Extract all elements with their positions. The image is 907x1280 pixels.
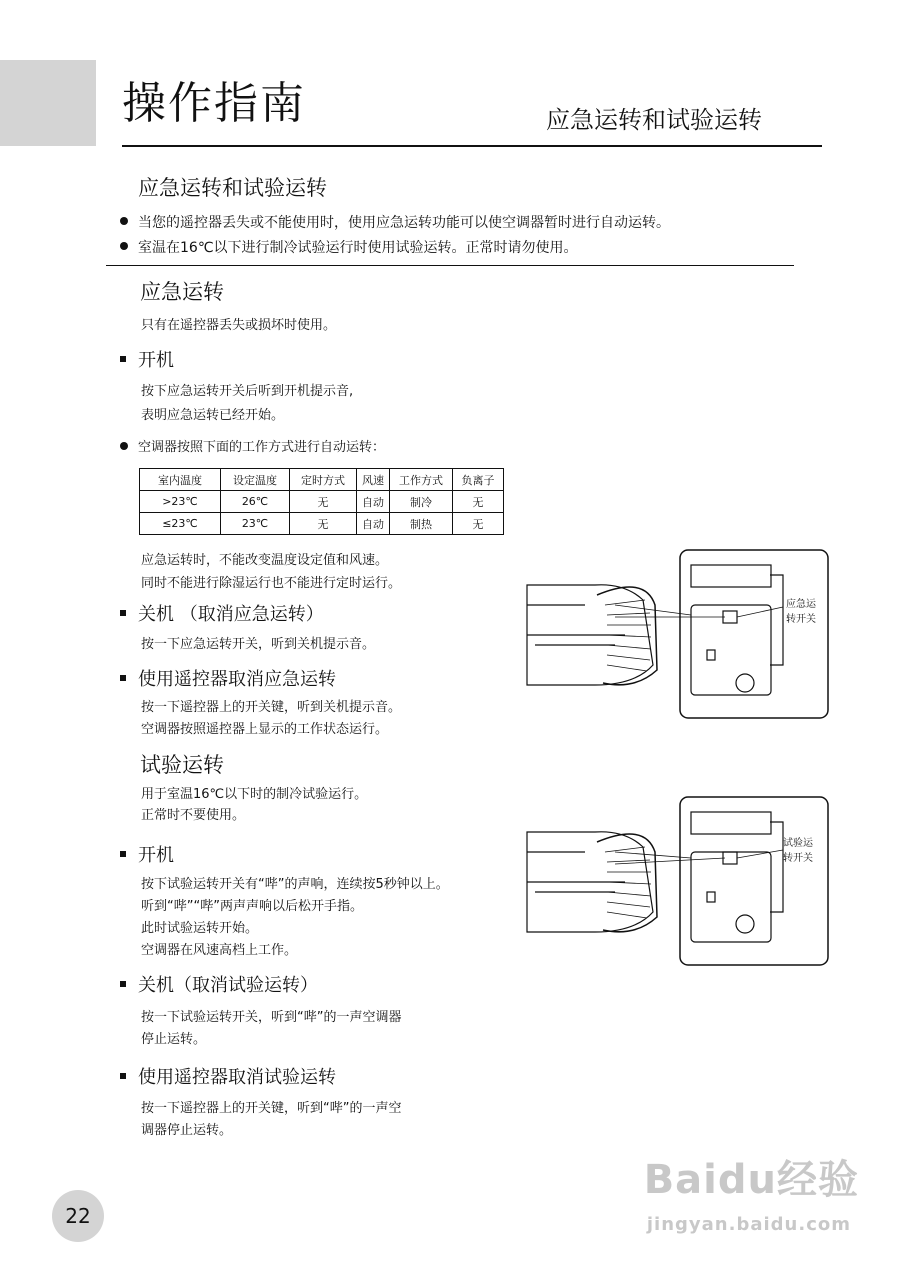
test-switch-label-line-2: 转开关	[783, 853, 813, 864]
square-bullet-icon	[120, 356, 126, 362]
intro-bullet-1-text: 当您的遥控器丢失或不能使用时，使用应急运转功能可以使空调器暂时进行自动运转。	[138, 215, 670, 231]
table-header-cell: 风速	[357, 469, 390, 491]
table-header-cell: 负离子	[453, 469, 504, 491]
header-tab-block	[0, 60, 96, 146]
test-switch-illustration	[525, 792, 835, 967]
bullet-icon	[120, 242, 128, 250]
emergency-on-line-1: 按下应急运转开关后听到开机提示音,	[141, 384, 354, 399]
intro-bullet-1	[120, 212, 670, 234]
table-cell: 自动	[357, 491, 390, 513]
table-cell: 制冷	[390, 491, 453, 513]
auto-operation-table	[139, 468, 504, 535]
baidu-watermark: Baidu经验	[643, 1157, 859, 1203]
test-on-line-3: 此时试验运转开始。	[141, 921, 259, 936]
table-row	[140, 513, 504, 535]
emergency-off-line: 按一下应急运转开关，听到关机提示音。	[141, 637, 376, 652]
table-cell: 26℃	[221, 491, 290, 513]
test-on-line-1: 按下试验运转开关有“哔”的声响，连续按5秒钟以上。	[141, 877, 449, 892]
emergency-note-2: 同时不能进行除湿运行也不能进行定时运行。	[141, 576, 402, 591]
test-on-line-2: 听到“哔”“哔”两声声响以后松开手指。	[141, 899, 363, 914]
table-row	[140, 491, 504, 513]
test-on-title	[120, 847, 174, 865]
emergency-switch-label-line-1: 应急运	[786, 599, 816, 610]
table-cell: 制热	[390, 513, 453, 535]
table-cell: 无	[453, 491, 504, 513]
table-header-cell: 设定温度	[221, 469, 290, 491]
test-switch-label	[783, 836, 813, 866]
table-cell: 无	[290, 491, 357, 513]
baidu-watermark-url: jingyan.baidu.com	[646, 1214, 851, 1235]
test-desc-1: 用于室温16℃以下时的制冷试验运行。	[141, 787, 368, 802]
emergency-heading: 应急运转	[140, 280, 224, 304]
emergency-on-line-2: 表明应急运转已经开始。	[141, 408, 285, 423]
auto-note	[120, 437, 385, 459]
test-switch-label-line-1: 试验运	[783, 838, 813, 849]
square-bullet-icon	[120, 675, 126, 681]
test-off-title	[120, 977, 318, 995]
emergency-remote-title	[120, 671, 336, 689]
table-cell: ≤23℃	[140, 513, 221, 535]
intro-divider	[106, 265, 794, 266]
test-on-title-text: 开机	[138, 845, 174, 866]
test-remote-line-1: 按一下遥控器上的开关键，听到“哔”的一声空	[141, 1101, 402, 1116]
bullet-icon	[120, 217, 128, 225]
page-title: 操作指南	[122, 78, 306, 129]
bullet-icon	[120, 442, 128, 450]
test-remote-title-text: 使用遥控器取消试验运转	[138, 1067, 336, 1088]
page-number: 22	[52, 1190, 104, 1242]
emergency-off-title	[120, 606, 324, 624]
emergency-on-title	[120, 352, 174, 370]
square-bullet-icon	[120, 851, 126, 857]
test-heading: 试验运转	[140, 753, 224, 777]
page-subtitle: 应急运转和试验运转	[546, 106, 762, 134]
emergency-switch-illustration	[525, 545, 835, 720]
test-off-line-2: 停止运转。	[141, 1032, 207, 1047]
test-remote-line-2: 调器停止运转。	[141, 1123, 233, 1138]
test-remote-title	[120, 1069, 336, 1087]
table-cell: 无	[453, 513, 504, 535]
test-on-line-4: 空调器在风速高档上工作。	[141, 943, 298, 958]
emergency-remote-line-2: 空调器按照遥控器上显示的工作状态运行。	[141, 722, 389, 737]
table-header-cell: 室内温度	[140, 469, 221, 491]
test-off-line-1: 按一下试验运转开关，听到“哔”的一声空调器	[141, 1010, 402, 1025]
test-off-title-text: 关机（取消试验运转）	[138, 975, 318, 996]
emergency-remote-title-text: 使用遥控器取消应急运转	[138, 669, 336, 690]
emergency-remote-line-1: 按一下遥控器上的开关键，听到关机提示音。	[141, 700, 402, 715]
square-bullet-icon	[120, 610, 126, 616]
square-bullet-icon	[120, 981, 126, 987]
emergency-switch-label	[786, 597, 816, 627]
table-cell: >23℃	[140, 491, 221, 513]
intro-heading: 应急运转和试验运转	[138, 176, 327, 200]
intro-bullet-2-text: 室温在16℃以下进行制冷试验运行时使用试验运转。正常时请勿使用。	[138, 240, 578, 256]
test-desc-2: 正常时不要使用。	[141, 808, 246, 823]
auto-note-text: 空调器按照下面的工作方式进行自动运转：	[138, 440, 386, 455]
table-cell: 无	[290, 513, 357, 535]
emergency-switch-label-line-2: 转开关	[786, 614, 816, 625]
intro-bullet-2	[120, 237, 578, 259]
table-cell: 自动	[357, 513, 390, 535]
square-bullet-icon	[120, 1073, 126, 1079]
emergency-note-1: 应急运转时，不能改变温度设定值和风速。	[141, 553, 389, 568]
table-cell: 23℃	[221, 513, 290, 535]
table-header-cell: 工作方式	[390, 469, 453, 491]
emergency-on-title-text: 开机	[138, 350, 174, 371]
emergency-off-title-text: 关机 （取消应急运转）	[138, 604, 324, 625]
emergency-desc: 只有在遥控器丢失或损坏时使用。	[141, 318, 337, 333]
table-header-cell: 定时方式	[290, 469, 357, 491]
header-divider	[122, 145, 822, 147]
table-header-row	[140, 469, 504, 491]
